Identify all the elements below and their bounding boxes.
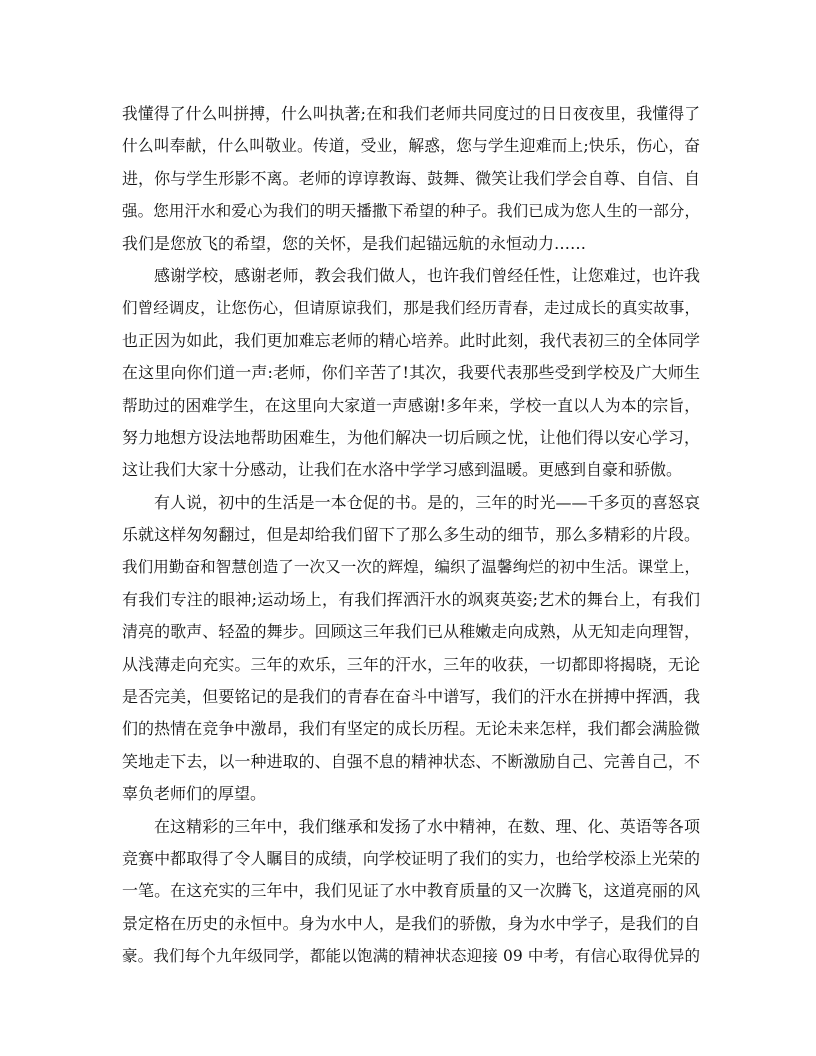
text-line: 在这里向你们道一声:老师，你们辛苦了!其次，我要代表那些受到学校及广大师生	[122, 363, 700, 383]
text-line: 在这精彩的三年中，我们继承和发扬了水中精神，在数、理、化、英语等各项	[154, 816, 700, 836]
text-line: 我懂得了什么叫拼搏，什么叫执著;在和我们老师共同度过的日日夜夜里，我懂得了	[122, 104, 700, 123]
text-line: 从浅薄走向充实。三年的欢乐，三年的汗水，三年的收获，一切都即将揭晓，无论	[122, 654, 700, 674]
text-line: 我们是您放飞的希望，您的关怀，是我们起锚远航的永恒动力……	[122, 233, 587, 253]
text-line: 有人说，初中的生活是一本仓促的书。是的，三年的时光——千多页的喜怒哀	[154, 492, 700, 512]
text-line: 竞赛中都取得了令人瞩目的成绩，向学校证明了我们的实力，也给学校添上光荣的	[122, 848, 700, 868]
text-line: 乐就这样匆匆翻过，但是却给我们留下了那么多生动的细节，那么多精彩的片段。	[122, 525, 700, 545]
text-line: 笑地走下去，以一种进取的、自强不息的精神状态、不断激励自己、完善自己，不	[122, 751, 700, 771]
text-line: 豪。我们每个九年级同学，都能以饱满的精神状态迎接 09 中考，有信心取得优异的	[122, 947, 700, 966]
text-line: 也正因为如此，我们更加难忘老师的精心培养。此时此刻，我代表初三的全体同学	[122, 330, 700, 350]
text-line: 强。您用汗水和爱心为我们的明天播撒下希望的种子。我们已成为您人生的一部分，	[122, 202, 700, 221]
text-line: 什么叫奉献，什么叫敬业。传道，受业，解惑，您与学生迎难而上;快乐，伤心，奋	[122, 136, 700, 156]
text-line: 一笔。在这充实的三年中，我们见证了水中教育质量的又一次腾飞，这道亮丽的风	[122, 881, 700, 901]
text-line: 进，你与学生形影不离。老师的谆谆教诲、鼓舞、微笑让我们学会自尊、自信、自	[122, 168, 700, 188]
text-line: 努力地想方设法地帮助困难生，为他们解决一切后顾之忧，让他们得以安心学习，	[122, 427, 700, 447]
text-line: 清亮的歌声、轻盈的舞步。回顾这三年我们已从稚嫩走向成熟，从无知走向理智，	[122, 622, 700, 642]
text-line: 们曾经调皮，让您伤心，但请原谅我们，那是我们经历青春，走过成长的真实故事，	[122, 299, 700, 318]
text-line: 感谢学校，感谢老师，教会我们做人，也许我们曾经任性，让您难过，也许我	[154, 265, 700, 285]
text-line: 景定格在历史的永恒中。身为水中人，是我们的骄傲，身为水中学子，是我们的自	[122, 913, 700, 933]
text-line: 辜负老师们的厚望。	[122, 784, 267, 804]
document-page	[122, 98, 700, 973]
text-line: 我们用勤奋和智慧创造了一次又一次的辉煌，编织了温馨绚烂的初中生活。课堂上，	[122, 558, 700, 577]
text-line: 这让我们大家十分感动，让我们在水洛中学学习感到温暖。更感到自豪和骄傲。	[122, 460, 683, 480]
text-line: 有我们专注的眼神;运动场上，有我们挥洒汗水的飒爽英姿;艺术的舞台上，有我们	[122, 589, 700, 609]
text-line: 帮助过的困难学生，在这里向大家道一声感谢!多年来，学校一直以人为本的宗旨，	[122, 395, 700, 415]
text-line: 是否完美，但要铭记的是我们的青春在奋斗中谱写，我们的汗水在拼搏中挥洒，我	[122, 687, 700, 707]
text-line: 们的热情在竞争中激昂，我们有坚定的成长历程。无论未来怎样，我们都会满脸微	[122, 719, 700, 739]
